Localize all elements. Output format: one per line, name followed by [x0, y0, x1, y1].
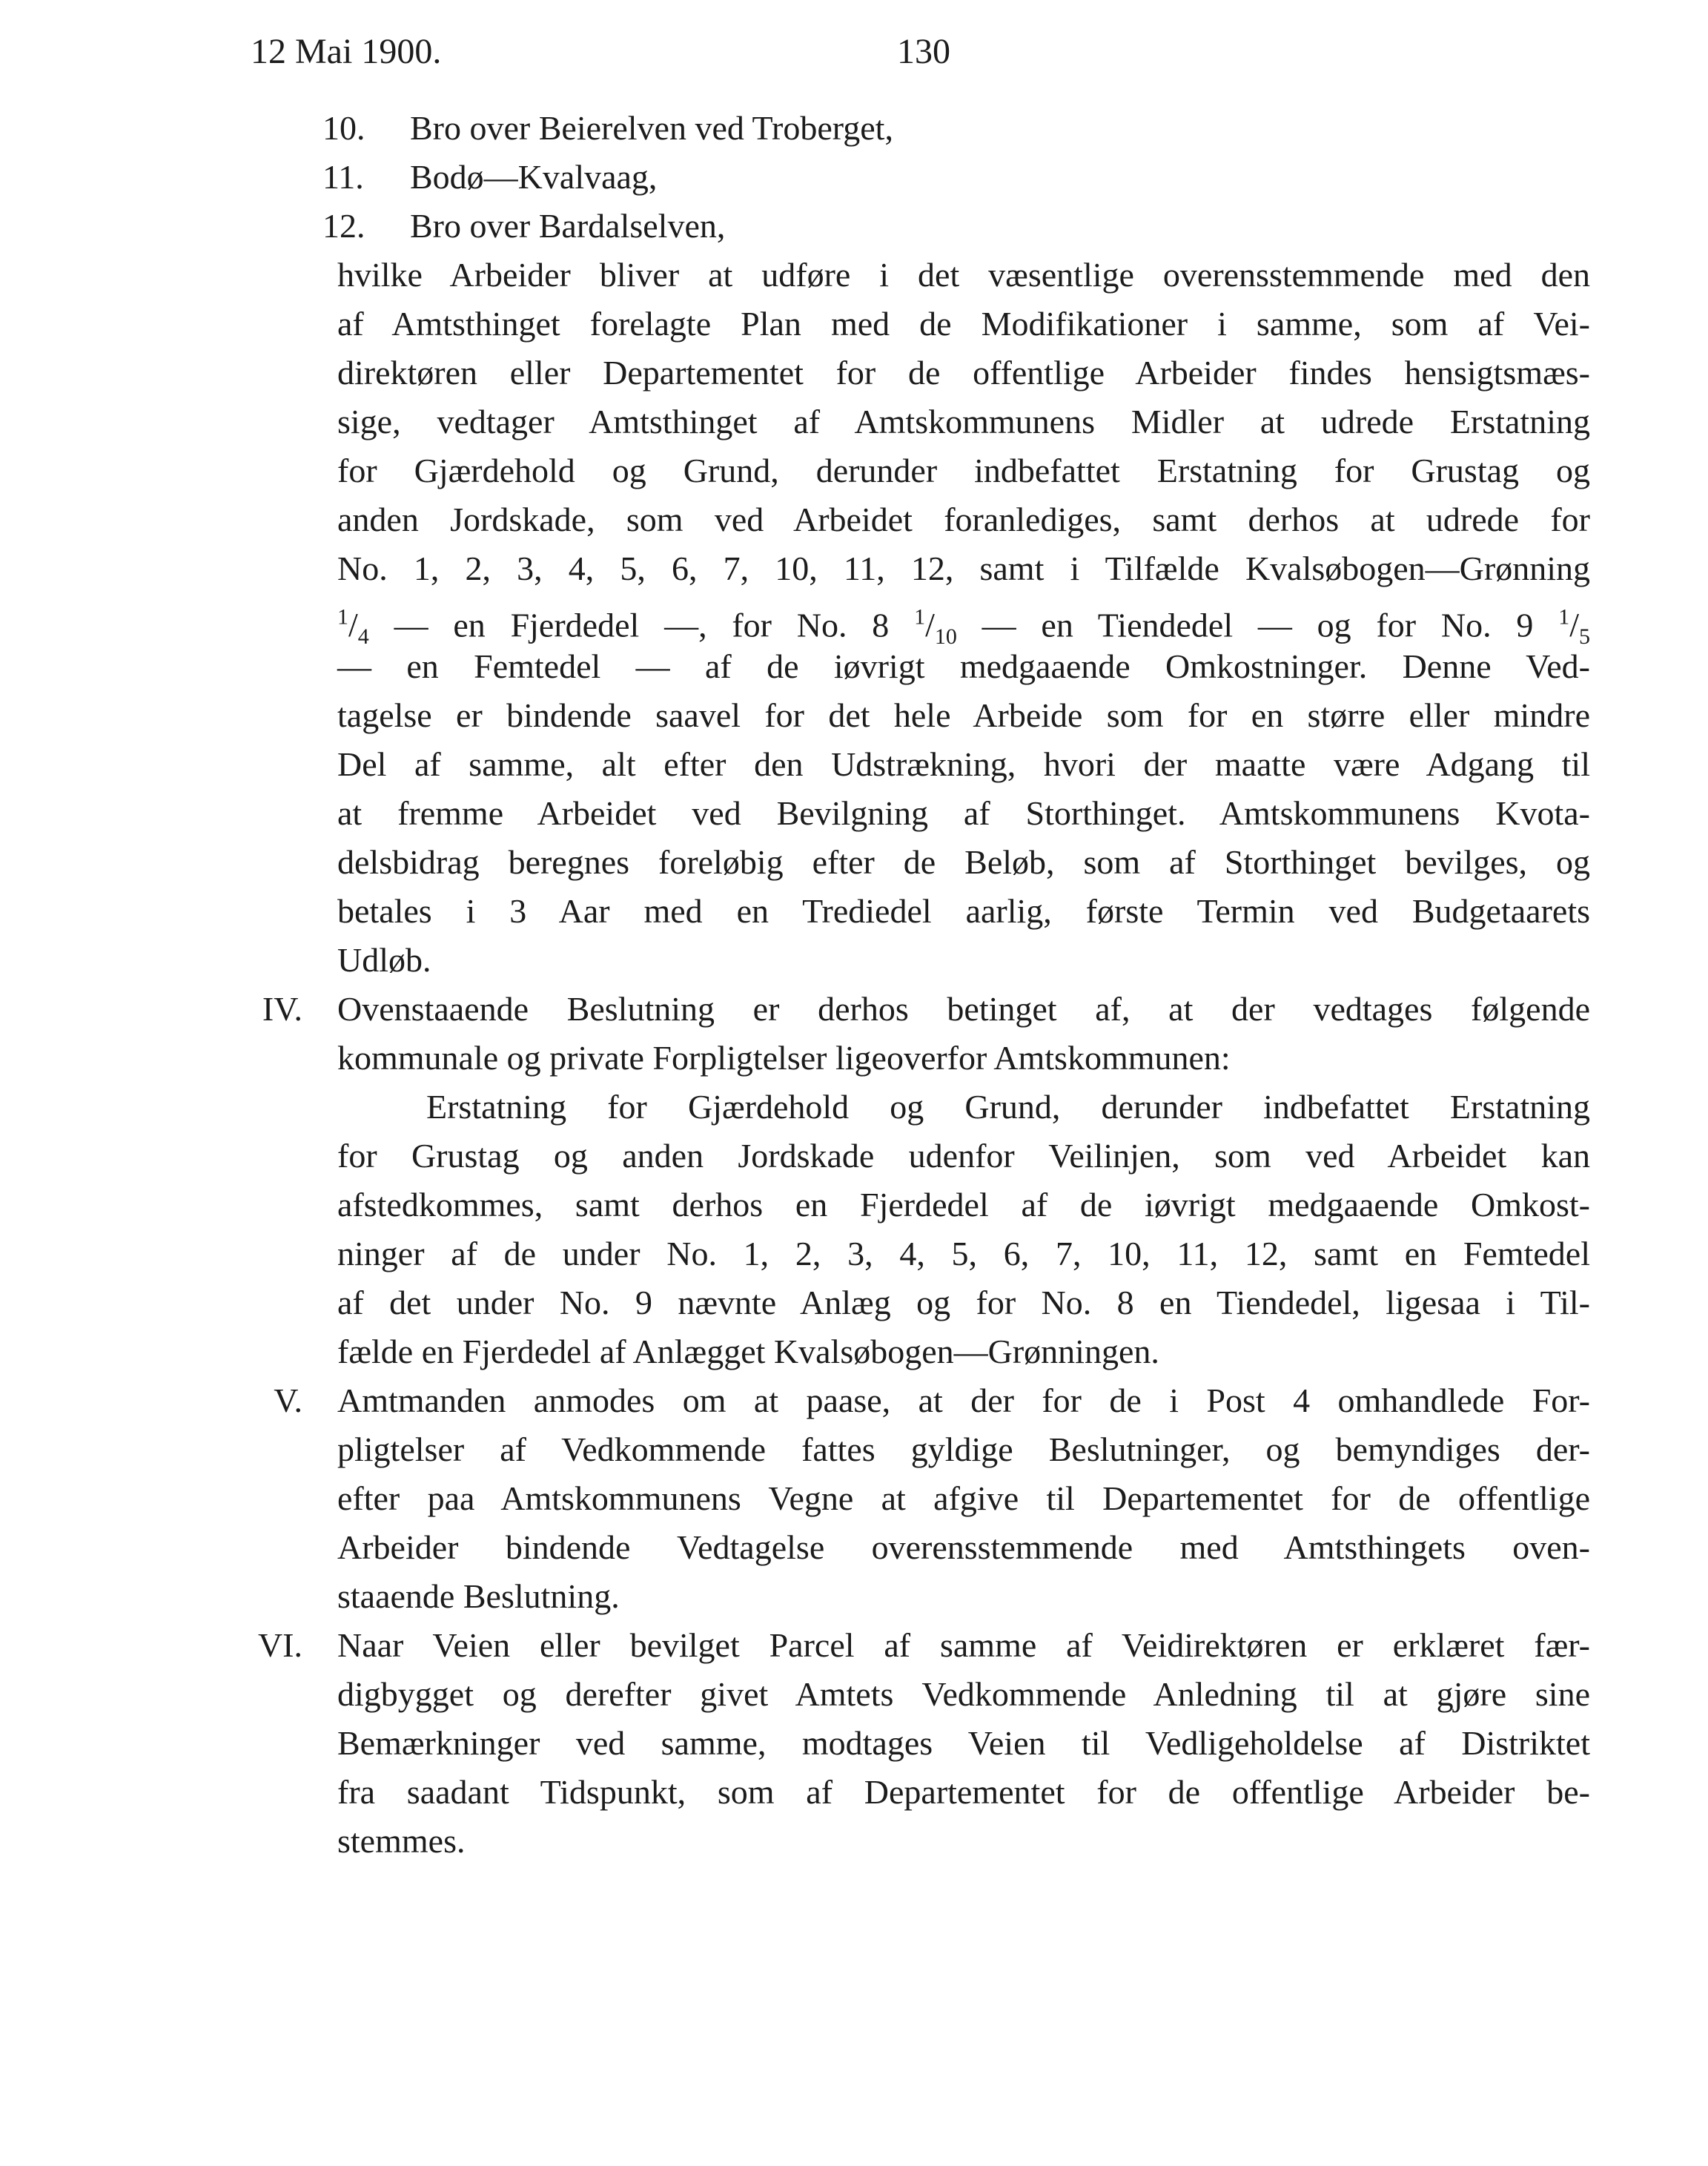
list-item — [322, 202, 725, 251]
paragraph-line: tagelse er bindende saavel for det hele Arbeide som for en større eller mindre — [337, 696, 1590, 734]
item-number: 12. — [322, 207, 365, 245]
paragraph-line: betales i 3 Aar med en Trediedel aarlig, første Termin ved Budgetaarets — [337, 892, 1590, 930]
paragraph-line: af det under No. 9 nævnte Anlæg og for No. 8 en Tiendedel, ligesaa i Til- — [337, 1284, 1590, 1321]
fraction-denominator: 4 — [357, 624, 369, 650]
paragraph-line: — en Femtedel — af de iøvrigt medgaaende Omkostninger. Denne Ved- — [337, 647, 1590, 685]
paragraph-line: kommunale og private Forpligtelser ligeoverfor Amtskommunen: — [337, 1039, 1231, 1077]
page-number: 130 — [897, 32, 950, 71]
fraction-text: — en Fjerdedel —, for No. 8 — [368, 606, 915, 644]
fraction: $^1/_5$ — [1558, 605, 1590, 650]
paragraph-line: Del af samme, alt efter den Udstrækning, hvori der maatte være Adgang til — [337, 745, 1590, 783]
paragraph-line: delsbidrag beregnes foreløbig efter de Beløb, som af Storthinget bevilges, og — [337, 843, 1590, 881]
list-item — [322, 153, 657, 202]
fraction: $^1/_{10}$ — [914, 605, 957, 650]
paragraph-line: No. 1, 2, 3, 4, 5, 6, 7, 10, 11, 12, samt i Tilfælde Kvalsøbogen—Grønning — [337, 549, 1590, 587]
paragraph-line: for Gjærdehold og Grund, derunder indbefattet Erstatning for Grustag og — [337, 452, 1590, 489]
fraction-numerator: 1 — [914, 605, 926, 630]
paragraph-line: Ovenstaaende Beslutning er derhos betinget af, at der vedtages følgende — [337, 990, 1590, 1028]
paragraph-line: pligtelser af Vedkommende fattes gyldige Beslutninger, og bemyndiges der- — [337, 1430, 1590, 1468]
item-text: Bro over Beierelven ved Troberget, — [410, 109, 893, 147]
paragraph-line: Arbeider bindende Vedtagelse overensstemmende med Amtsthingets oven- — [337, 1528, 1590, 1566]
fraction-denominator: 5 — [1578, 624, 1590, 650]
item-number: 11. — [322, 158, 364, 196]
paragraph-line: stemmes. — [337, 1822, 466, 1860]
item-text: Bro over Bardalselven, — [410, 207, 726, 245]
fraction: $^1/_4$ — [337, 605, 369, 650]
paragraph-line: Naar Veien eller bevilget Parcel af samme af Veidirektøren er erklæret fær- — [337, 1626, 1590, 1664]
paragraph-line: ninger af de under No. 1, 2, 3, 4, 5, 6, 7, 10, 11, 12, samt en Femtedel — [337, 1235, 1590, 1272]
fraction-numerator: 1 — [337, 605, 348, 630]
paragraph-line: Erstatning for Gjærdehold og Grund, derunder indbefattet Erstatning — [426, 1088, 1590, 1126]
paragraph-line: efter paa Amtskommunens Vegne at afgive til Departementet for de offentlige — [337, 1479, 1590, 1517]
paragraph-line: anden Jordskade, som ved Arbeidet foranlediges, samt derhos at udrede for — [337, 501, 1590, 538]
paragraph-line: Amtmanden anmodes om at paase, at der for de i Post 4 omhandlede For- — [337, 1381, 1590, 1419]
list-item — [322, 104, 893, 153]
paragraph-line: staaende Beslutning. — [337, 1577, 620, 1615]
page-header — [251, 30, 992, 74]
section-number: IV. — [262, 990, 302, 1028]
fraction-text: — en Tiendedel — og for No. 9 — [956, 606, 1559, 644]
paragraph-line: digbygget og derefter givet Amtets Vedkommende Anledning til at gjøre sine — [337, 1675, 1590, 1713]
paragraph-line: direktøren eller Departementet for de offentlige Arbeider findes hensigtsmæs- — [337, 354, 1590, 392]
paragraph-line: fælde en Fjerdedel af Anlægget Kvalsøbogen—Grønningen. — [337, 1333, 1159, 1370]
fraction-numerator: 1 — [1558, 605, 1570, 630]
paragraph-line: for Grustag og anden Jordskade udenfor Veilinjen, som ved Arbeidet kan — [337, 1137, 1590, 1175]
paragraph-line: af Amtsthinget forelagte Plan med de Modifikationer i samme, som af Vei- — [337, 305, 1590, 343]
paragraph-line: sige, vedtager Amtsthinget af Amtskommunens Midler at udrede Erstatning — [337, 403, 1590, 440]
item-text: Bodø—Kvalvaag, — [410, 158, 658, 196]
item-number: 10. — [322, 109, 365, 147]
paragraph-line: Udløb. — [337, 941, 431, 979]
paragraph-line: afstedkommes, samt derhos en Fjerdedel af de iøvrigt medgaaende Omkost- — [337, 1186, 1590, 1224]
header-date: 12 Mai 1900. — [251, 32, 442, 71]
fraction-line — [337, 593, 1590, 650]
fraction-denominator: 10 — [934, 624, 957, 650]
paragraph-line: Bemærkninger ved samme, modtages Veien til Vedligeholdelse af Distriktet — [337, 1724, 1590, 1762]
paragraph-line: hvilke Arbeider bliver at udføre i det væsentlige overensstemmende med den — [337, 256, 1590, 294]
paragraph-line: at fremme Arbeidet ved Bevilgning af Storthinget. Amtskommunens Kvota- — [337, 794, 1590, 832]
section-number: VI. — [257, 1626, 302, 1664]
section-number: V. — [274, 1381, 302, 1419]
paragraph-line: fra saadant Tidspunkt, som af Departementet for de offentlige Arbeider be- — [337, 1773, 1590, 1811]
